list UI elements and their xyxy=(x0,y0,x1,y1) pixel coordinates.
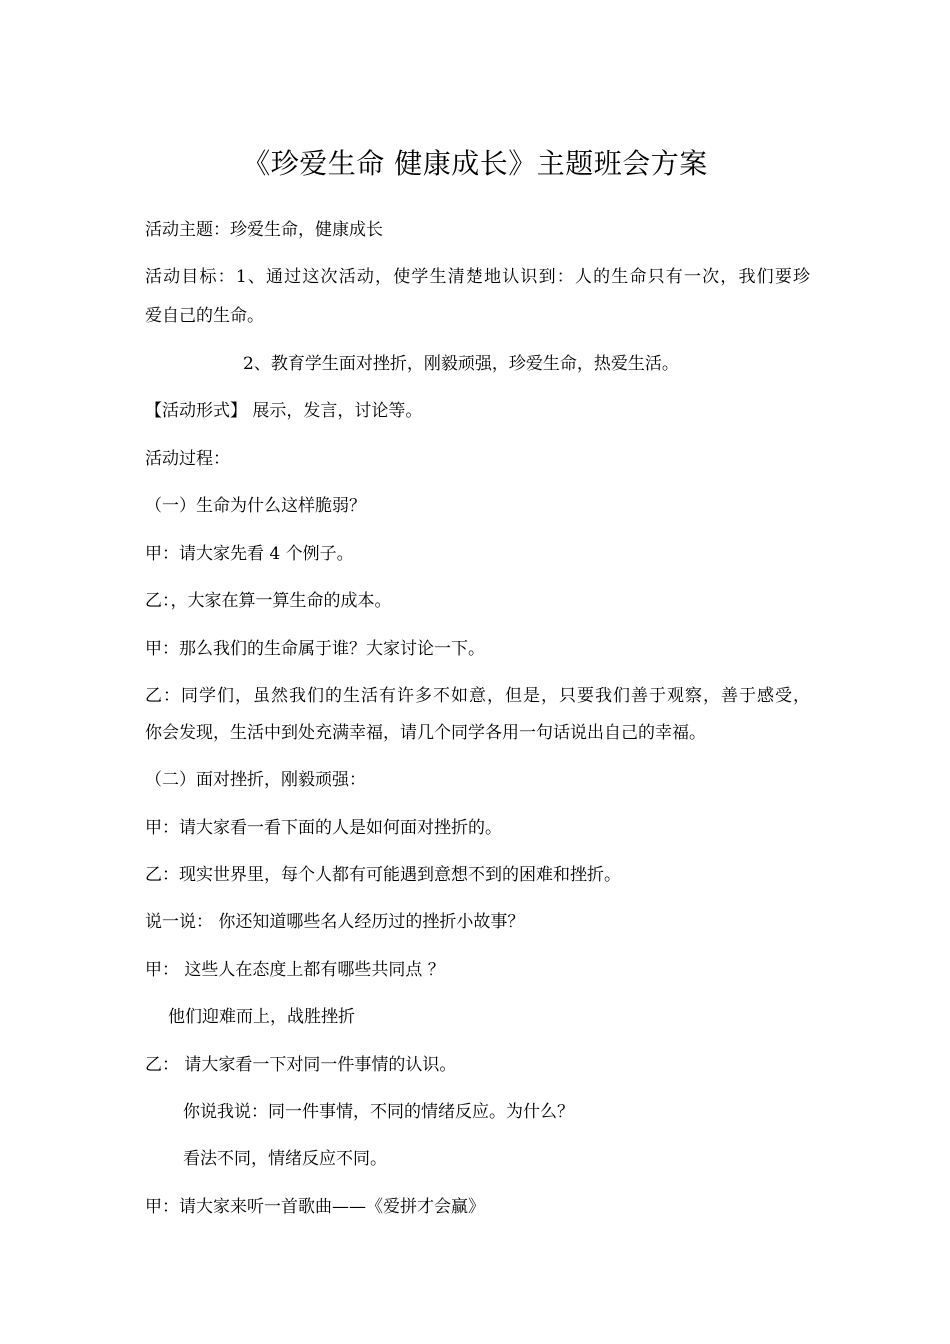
text-line: 活动主题：珍爱生命，健康成长 xyxy=(145,220,383,240)
text-line: 乙：同学们，虽然我们的生活有许多不如意，但是，只要我们善于观察，善于感受， xyxy=(145,686,810,706)
text-line: 看法不同，情绪反应不同。 xyxy=(183,1149,387,1169)
text-line: 你会发现，生活中到处充满幸福，请几个同学各用一句话说出自己的幸福。 xyxy=(145,723,706,743)
text-line: 你说我说：同一件事情，不同的情绪反应。为什么？ xyxy=(183,1102,574,1122)
text-line: 他们迎难而上，战胜挫折 xyxy=(168,1007,355,1027)
text-line: 活动过程： xyxy=(145,449,230,469)
text-line: 乙：现实世界里，每个人都有可能遇到意想不到的困难和挫折。 xyxy=(145,865,621,885)
text-line: 【活动形式】 展示，发言，讨论等。 xyxy=(145,401,423,421)
text-line: 甲：请大家先看 4 个例子。 xyxy=(145,544,354,564)
text-line: 爱自己的生命。 xyxy=(145,306,264,326)
text-line: 甲：请大家来听一首歌曲——《爱拼才会赢》 xyxy=(145,1197,485,1217)
text-line: 甲：请大家看一看下面的人是如何面对挫折的。 xyxy=(145,818,502,838)
page-title: 《珍爱生命 健康成长》主题班会方案 xyxy=(242,147,708,180)
text-line: 乙： 请大家看一下对同一件事情的认识。 xyxy=(145,1055,457,1075)
text-line: 甲： 这些人在态度上都有哪些共同点 ？ xyxy=(145,960,445,980)
text-line: 活动目标：1、通过这次活动，使学生清楚地认识到：人的生命只有一次，我们要珍 xyxy=(145,267,810,287)
text-line: 说一说： 你还知道哪些名人经历过的挫折小故事？ xyxy=(145,912,525,932)
section-heading: （一）生命为什么这样脆弱？ xyxy=(145,496,366,516)
text-line: 2、教育学生面对挫折，刚毅顽强，珍爱生命，热爱生活。 xyxy=(243,354,679,374)
text-line: 甲：那么我们的生命属于谁？大家讨论一下。 xyxy=(145,639,485,659)
text-line: 乙：，大家在算一算生命的成本。 xyxy=(145,591,392,611)
section-heading: （二）面对挫折，刚毅顽强： xyxy=(145,770,366,790)
